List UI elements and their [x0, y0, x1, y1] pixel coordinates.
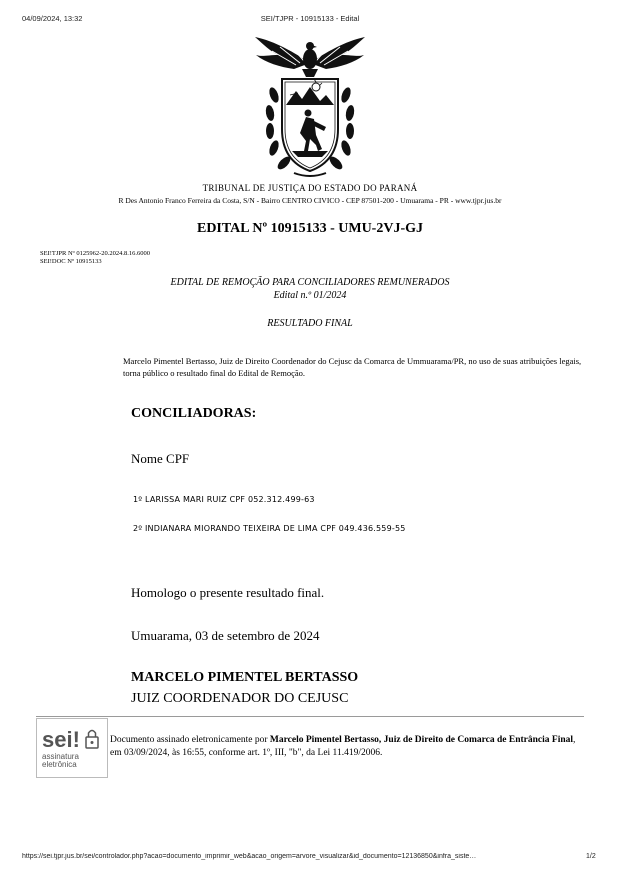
signature-signer: Marcelo Pimentel Bertasso, Juiz de Direito de Comarca de Entrância Final [269, 735, 574, 745]
sei-logo-text: sei! [42, 727, 80, 752]
signature-text [110, 734, 585, 760]
column-header: Nome CPF [131, 451, 190, 466]
sei-logo-caption-2: eletrônica [42, 760, 77, 769]
intro-paragraph: Marcelo Pimentel Bertasso, Juiz de Direito Coordenador do Cejusc da Comarca de Ummuarama/PR, no uso de suas atribuições legais, torna público o resultado final do Edital de Remoção. [123, 356, 582, 378]
signature-prefix: Documento assinado eletronicamente por [110, 735, 270, 745]
print-url: https://sei.tjpr.jus.br/sei/controlador.php?acao=documento_imprimir_web&acao_origem=arvore_visualizar&id_documento=12136850&infra_siste… [22, 853, 477, 860]
document-title: EDITAL Nº 10915133 - UMU-2VJ-GJ [196, 221, 424, 236]
signer-role: JUIZ COORDENADOR DO CEJUSC [131, 691, 349, 706]
section-title: CONCILIADORAS: [131, 406, 257, 421]
list-item: 2º INDIANARA MIORANDO TEIXEIRA DE LIMA CPF 049.436.559-55 [133, 524, 406, 533]
print-title: SEI/TJPR - 10915133 - Edital [260, 14, 360, 23]
process-number: SEI!TJPR Nº 0125962-20.2024.8.16.6000 [40, 250, 150, 257]
place-date: Umuarama, 03 de setembro de 2024 [131, 628, 320, 643]
signature-divider [36, 716, 584, 717]
result-heading: RESULTADO FINAL [267, 318, 353, 329]
page-number: 1/2 [586, 853, 596, 860]
institution-address: R Des Antonio Franco Ferreira da Costa, S/N - Bairro CENTRO CIVICO - CEP 87501-200 - Umuarama - PR - www.tjpr.jus.br [118, 196, 502, 205]
institution-name: TRIBUNAL DE JUSTIÇA DO ESTADO DO PARANÁ [202, 183, 418, 193]
signature-suffix: , em 03/09/2024, às 16:55, conforme art. 1º, III, "b", da Lei 11.419/2006. [110, 735, 576, 758]
homologation-text: Homologo o presente resultado final. [131, 585, 325, 600]
sei-logo-caption-1: assinatura [42, 752, 79, 761]
list-item: 1º LARISSA MARI RUIZ CPF 052.312.499-63 [133, 495, 315, 504]
print-datetime: 04/09/2024, 13:32 [22, 14, 83, 23]
sei-logo-icon [38, 723, 104, 771]
edital-number: Edital n.º 01/2024 [273, 290, 347, 301]
sei-doc-number: SEI!DOC Nº 10915133 [40, 258, 102, 265]
process-metadata [40, 250, 150, 266]
signer-name: MARCELO PIMENTEL BERTASSO [131, 670, 359, 685]
coat-of-arms-emblem [250, 33, 370, 181]
edital-subtitle: EDITAL DE REMOÇÃO PARA CONCILIADORES REMUNERADOS [170, 277, 450, 288]
